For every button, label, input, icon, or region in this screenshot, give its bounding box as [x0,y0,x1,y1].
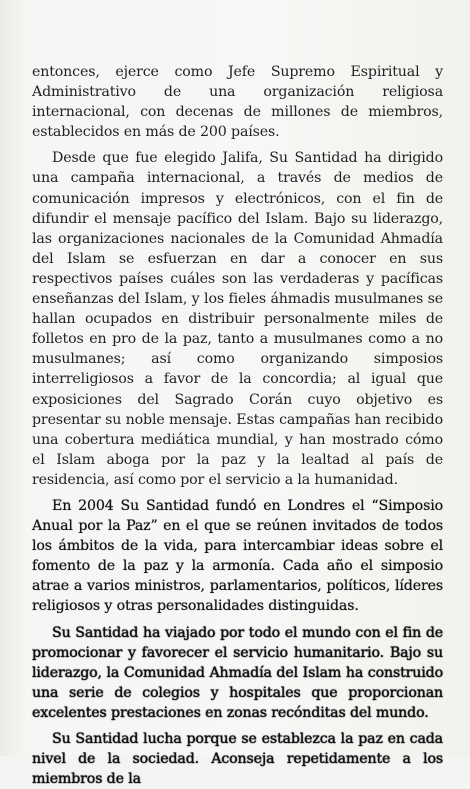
paragraph-1: entonces, ejerce como Jefe Supremo Espiritual y Administrativo de una organización religiosa internacional, con decenas de millones de miembros, establecidos en más de 200 países. [32,64,443,141]
paragraph-3: En 2004 Su Santidad fundó en Londres el “Simposio Anual por la Paz” en el que se reúnen invitados de todos los ámbitos de la vida, para intercambiar ideas sobre el fomento de la paz y la armonía. Cada año el simposio atrae a varios ministros, parlamentarios, políticos, líderes religiosos y otras personalidades distinguidas. [32,497,443,615]
paragraph-5: Su Santidad lucha porque se establezca la paz en cada nivel de la sociedad. Aconseja repetidamente a los miembros de la [32,731,443,788]
paragraph-4: Su Santidad ha viajado por todo el mundo con el fin de promocionar y favorecer el servicio humanitario. Bajo su liderazgo, la Comunidad Ahmadía del Islam ha construido una serie de colegios y hospitales que proporcionan excelentes prestaciones en zonas recónditas del mundo. [32,624,443,721]
paragraph-2: Desde que fue elegido Jalifa, Su Santidad ha dirigido una campaña internacional, a través de medios de comunicación impresos y electrónicos, con el fin de difundir el mensaje pacífico del Islam. Bajo su liderazgo, las organizaciones nacionales de la Comunidad Ahmadía del Islam se esfuerzan en dar a conocer en sus respectivos países cuáles son las verdaderas y pacíficas enseñanzas del Islam, y los fieles áhmadis musulmanes se hallan ocupados en distribuir personalmente miles de folletos en pro de la paz, tanto a musulmanes como a no musulmanes; así como organizando simposios interreligiosos a favor de la concordia; al igual que exposiciones del Sagrado Corán cuyo objetivo es presentar su noble mensaje. Estas campañas han recibido una cobertura mediática mundial, y han mostrado cómo el Islam aboga por la paz y la lealtad al país de residencia, así como por el servicio a la humanidad. [32,150,443,488]
page-body-text [32,62,443,789]
